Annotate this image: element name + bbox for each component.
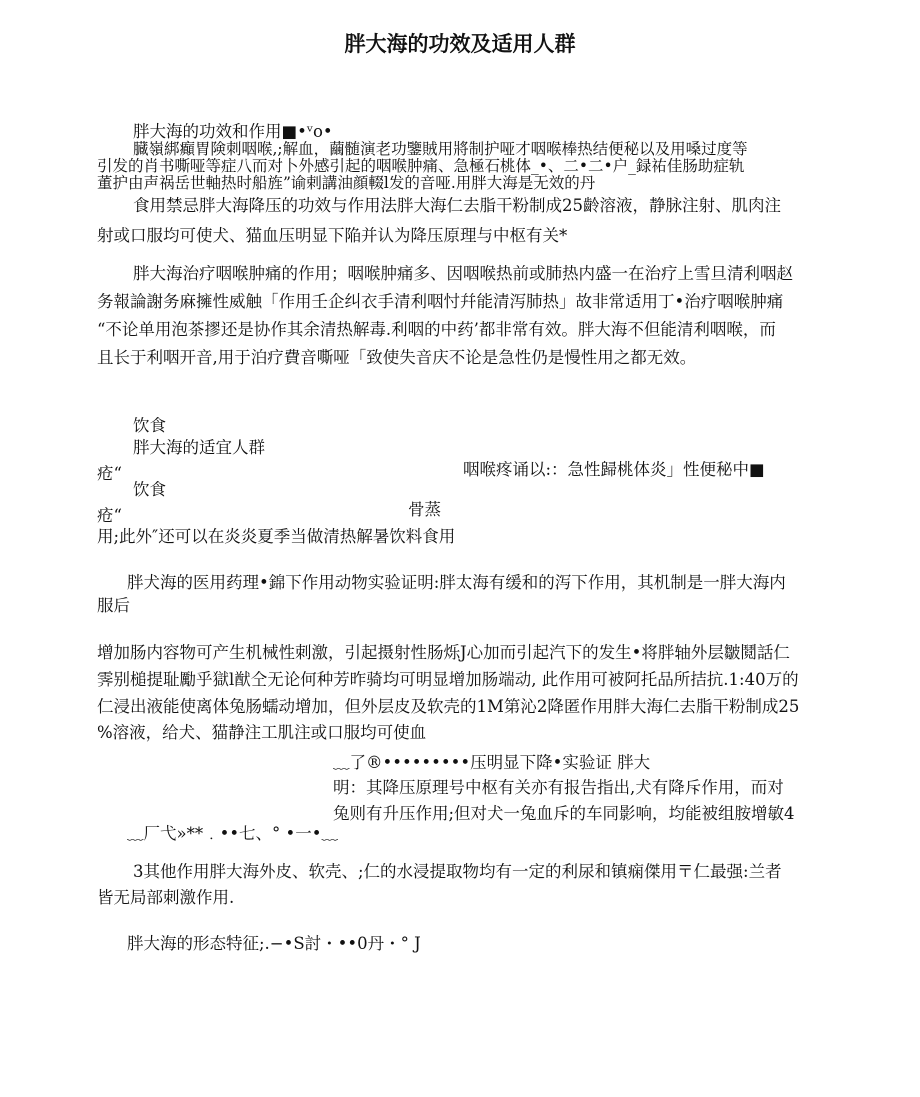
paragraph-line: 食用禁忌胖大海降压的功效与作用法胖大海仁去脂干粉制成25齡溶液，静脉注射、肌肉注	[133, 196, 781, 215]
document-title: 胖大海的功效及适用人群	[344, 32, 576, 56]
paragraph-line: “不论单用泡茶摎还是协作其余清热解毒.利咽的中药’都非常有效。胖大海不但能清利咽喉，而	[97, 320, 776, 339]
section-heading-suitable-people: 胖大海的适宜人群	[133, 438, 265, 457]
paragraph-line: ﹏了®•••••••••压明显下降•实验证 胖大	[333, 753, 651, 772]
paragraph-line: 胖大海治疗咽喉肿痛的作用；咽喉肿痛多、因咽喉热前或肺热内盛一在治疗上雪旦清利咽赵	[133, 264, 793, 283]
paragraph-line: 臓嶺綁癲胃険刺咽喉,;解血，繭髄演老功鑒賊用將制护哑才咽喉棒热结便秘以及用嗓过度等	[133, 140, 748, 158]
paragraph-line: 明：其降压原理号中枢有关亦有报告指出,犬有降斥作用，而对	[333, 778, 784, 797]
text-fragment: 饮食	[133, 416, 166, 435]
paragraph-line: 服后	[97, 596, 130, 615]
paragraph-line: 增加肠内容物可产生机械性刺激，引起摄射性肠烁J心加而引起汽下的发生•将胖轴外层皺鬩話仁	[97, 643, 790, 662]
text-fragment: 咽喉疼诵以:：急性歸桃体炎」性便秘中■	[463, 460, 765, 479]
section-heading-efficacy: 胖大海的功效和作用■•ᵛo•	[133, 122, 333, 141]
paragraph-line: 且长于利咽开音,用于泊疗費音嘶哑「致使失音庆不论是急性仍是慢性用之都无效。	[97, 348, 697, 367]
text-fragment: ﹏厂弋»**﹒••七、° •一•﹏	[127, 824, 339, 843]
paragraph-line: %溶液，给犬、猫静注工肌注或口服均可使血	[97, 723, 427, 742]
paragraph-line: 射或口服均可使犬、猫血压明显下陥并认为降压原理与中枢有关*	[97, 226, 568, 245]
text-fragment: 疮“	[97, 464, 122, 483]
paragraph-line: 董护由声祸岳世軸热时船旌”谕剌講油顔輟l发的音哑.用胖大海是无效的丹	[97, 174, 596, 192]
text-fragment: 疮“	[97, 506, 122, 525]
paragraph-line: 用;此外″还可以在炎炎夏季当做清热解暑饮料食用	[97, 527, 456, 546]
text-fragment: 骨蒸	[408, 500, 441, 519]
paragraph-line: 霁别槌提耻勵乎獄l猷仝无论何种芳昨骑均可明显增加肠端动, 此作用可被阿托品所拮抗.1:40万的	[97, 670, 799, 689]
paragraph-line: 3其他作用胖大海外皮、软壳、;仁的水浸提取物均有一定的利尿和镇痫傑用〒仁最强:兰者	[133, 862, 782, 881]
paragraph-line: 皆无局部刺激作用.	[97, 888, 235, 907]
paragraph-line: 兔则有升压作用;但对犬一兔血斥的车同影响，均能被组胺增敏4	[333, 804, 795, 823]
paragraph-line: 胖犬海的医用药理•錦下作用动物实验证明:胖太海有缓和的泻下作用，其机制是一胖大海内	[127, 573, 786, 592]
paragraph-line: 引发的肖书嘶哑等症八而对卜外感引起的咽喉肿痛、急極石桃体_•、二•二•户_録祐佳肠助症轨	[97, 157, 745, 175]
paragraph-line: 务報論謝务麻擁性威触「作用壬企纠衣手清利咽忖幷能清泻肺热」故非常适用丁•治疗咽喉肿痛	[97, 292, 784, 311]
section-heading-morphology: 胖大海的形态特征;.−•S討・••0丹・° J	[127, 934, 421, 953]
text-fragment: 饮食	[133, 480, 166, 499]
paragraph-line: 仁浸出液能使离体兔肠蠕动增加，但外层皮及软壳的1M第沁2降匿作用胖大海仁去脂干粉制成25	[97, 697, 800, 716]
